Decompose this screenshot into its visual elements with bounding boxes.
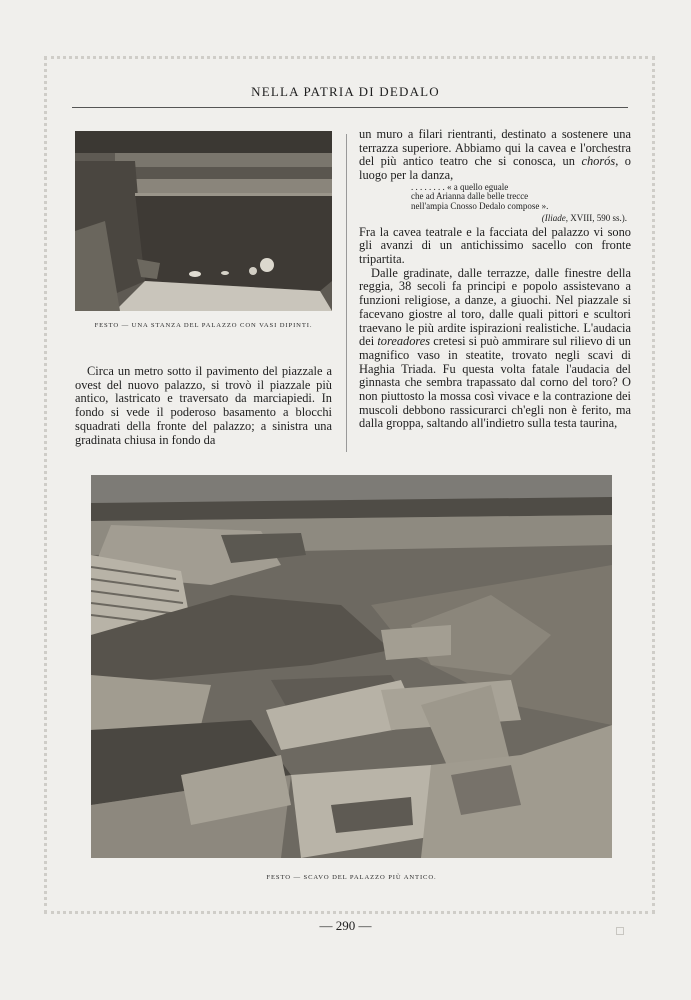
header-rule: [72, 107, 628, 108]
left-column: [75, 365, 332, 447]
left-paragraph: Circa un metro sotto il pavimento del piazzale a ovest del nuovo palazzo, si trovò il piazzale più antico, lastricato e traversato da marciapiedi. In fondo si vede il poderoso basamento a blocchi squadrati della fronte del palazzo; a sinistra una gradinata chiusa in fondo da: [75, 364, 332, 447]
right-column: [359, 128, 631, 431]
verse-quote: [411, 183, 631, 212]
p3-before: Dalle gradinate, dalle terrazze, dalle finestre della reggia, 38 secoli fa principi e popolo assistevano a funzioni religiose, a danze, a giuochi. Nel piazzale si facevano giostre al toro, dalle quali pittori e scultori traevano le più ardite ispirazioni realistiche. L'audacia dei: [359, 265, 631, 349]
citation-title: (Iliade,: [541, 212, 568, 223]
p1-italic: chorós: [581, 154, 616, 169]
verse-citation: [359, 213, 627, 223]
photo-excavation: [91, 475, 612, 858]
running-head: NELLA PATRIA DI DEDALO: [251, 84, 440, 99]
right-paragraph-2: Fra la cavea teatrale e la facciata del palazzo vi sono gli avanzi di un antichissimo sacello con fronte tripartita.: [359, 224, 631, 266]
caption-small-photo: FESTO — UNA STANZA DEL PALAZZO CON VASI DIPINTI.: [94, 322, 313, 329]
column-rule: [346, 134, 347, 452]
p3-italic: toreadores: [377, 334, 431, 349]
caption-large-photo: FESTO — SCAVO DEL PALAZZO PIÙ ANTICO.: [266, 874, 437, 881]
verse-line: . . . . . . . . « a quello eguale: [411, 181, 509, 192]
photo-palace-room: [75, 131, 332, 311]
right-paragraph-3: [359, 267, 631, 431]
verse-line: nell'ampia Cnosso Dedalo compose ».: [411, 201, 549, 211]
citation-rest: XVIII, 590 ss.).: [568, 212, 627, 223]
p1-after: , o luogo per la danza,: [359, 154, 631, 183]
right-paragraph-1: [359, 128, 631, 183]
corner-mark: [616, 927, 624, 935]
verse-line: che ad Arianna dalle belle trecce: [411, 191, 529, 202]
p1-before: un muro a filari rientranti, destinato a sostenere una terrazza superiore. Abbiamo qui la cavea e l'orchestra del più antico teatro che si conosca, un: [359, 127, 631, 169]
page-number: — 290 —: [319, 918, 372, 933]
p3-after: cretesi si può ammirare sul rilievo di un magnifico vaso in steatite, trovato negli scavi di Haghia Triada. Fu questa volta fatale l'audacia del ginnasta che sembra trapassato dal corno del toro? O non piuttosto la mossa così vivace e la contrazione dei muscoli debbono rassicurarci ch'egli non è ferito, ma dalla groppa, saltando all'indietro sulla testa taurina,: [359, 334, 631, 431]
